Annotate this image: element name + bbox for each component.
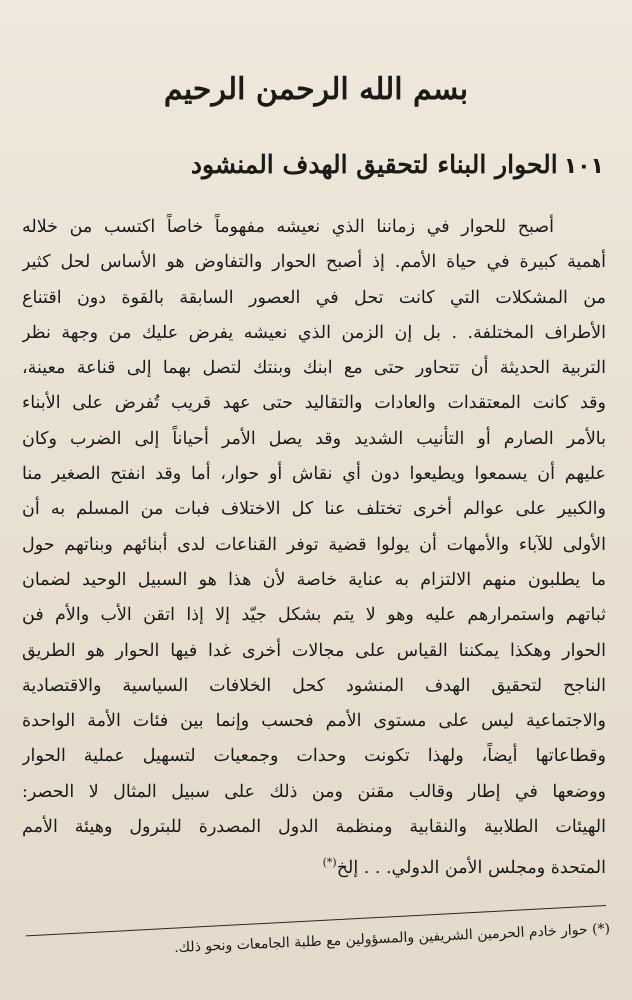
body-line: من المشكلات التي كانت تحل في العصور السابقة بالقوة دون اقتناع xyxy=(22,287,606,308)
body-line: بالأمر الصارم أو التأنيب الشديد وقد يصل الأمر أحياناً إلى الضرب وكان xyxy=(22,428,606,449)
section-title: الحوار البناء لتحقيق الهدف المنشود xyxy=(190,150,558,179)
body-line: والاجتماعية ليس على مستوى الأمم فحسب وإنما بين فئات الأمة الواحدة xyxy=(22,711,606,732)
body-line: الهيئات الطلابية والنقابية ومنظمة الدول المصدرة للبترول وهيئة الأمم xyxy=(22,817,606,838)
body-line: الحوار وهكذا يمكننا القياس على مجالات أخرى غدا فيها الحوار هو الطريق xyxy=(22,640,606,661)
body-line: ثباتهم واستمرارهم عليه وهو لا يتم بشكل جيّد إلا إذا اتقن الأب والأم فن xyxy=(22,605,606,626)
body-line: أصبح للحوار في زماننا الذي نعيشه مفهوماً خاصاً اكتسب من خلاله xyxy=(22,217,554,237)
body-line: الأولى للآباء والأمهات أن يولوا قضية توفر القناعات لدى أبنائهم وبناتهم حول xyxy=(22,534,606,555)
footnote-marker: (*) xyxy=(591,921,611,938)
body-line: عليهم أن يسمعوا ويطيعوا دون أي نقاش أو حوار، أما وقد انفتح الصغير منا xyxy=(22,464,606,485)
body-line-last xyxy=(22,845,606,886)
body-line-text: المتحدة ومجلس الأمن الدولي. . . إلخ xyxy=(336,858,606,879)
section-number: ١٠١ xyxy=(563,154,604,179)
body-line: وقطاعاتها أيضاً، ولهذا تكونت وحدات وجمعيات لتسهيل عملية الحوار xyxy=(22,746,606,767)
body-line: الأطراف المختلفة. . بل إن الزمن الذي نعيشه يفرض عليك من وجهة نظر xyxy=(22,322,606,343)
section-heading xyxy=(150,150,604,179)
body-line: التربية الحديثة أن تتحاور حتى مع ابنك وبنتك لتصل بهما إلى قناعة معينة، xyxy=(22,358,606,379)
footnote-reference: (*) xyxy=(322,856,337,870)
body-line: والكبير على عوالم أخرى تختلف عنا كل الاختلاف فبات من المسلم به أن xyxy=(22,499,606,520)
body-line: ما يطلبون منهم الالتزام به عناية خاصة لأن هذا هو السبيل الوحيد لضمان xyxy=(22,569,606,590)
footnote-text: حوار خادم الحرمين الشريفين والمسؤولين مع طلبة الجامعات ونحو ذلك. xyxy=(173,921,588,957)
body-line: ووضعها في إطار وقالب مقنن ومن ذلك على سبيل المثال لا الحصر: xyxy=(22,781,606,802)
body-text xyxy=(22,210,606,886)
body-line: وقد كانت المعتقدات والعادات والتقاليد حتى عهد قريب تُفرض على الأبناء xyxy=(22,393,606,414)
body-line: الناجح لتحقيق الهدف المنشود كحل الخلافات السياسية والاقتصادية xyxy=(22,675,606,696)
basmala-heading: بسم الله الرحمن الرحيم xyxy=(163,72,469,107)
body-line: أهمية كبيرة في حياة الأمم. إذ أصبح الحوار والتفاوض هو الأساس لحل كثير xyxy=(22,252,606,273)
